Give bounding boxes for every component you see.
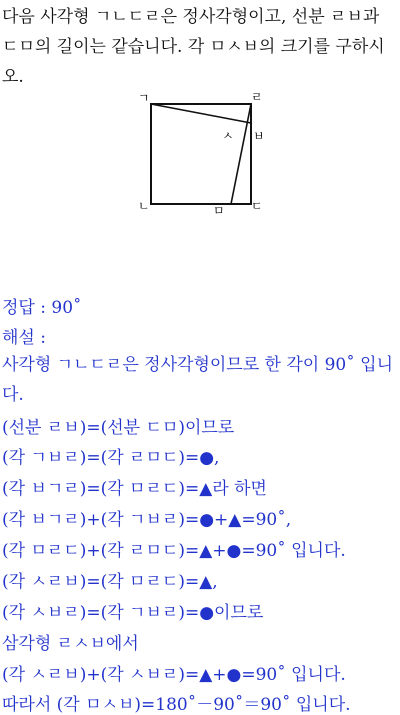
explanation-line: (각 ㄱㅂㄹ)=(각 ㄹㅁㄷ)=●, (2, 448, 220, 468)
explanation-line: (각 ㅅㄹㅂ)=(각 ㅁㄹㄷ)=▲, (2, 572, 218, 592)
point-label-m: ㅁ (213, 204, 225, 218)
explanation-line: (각 ㅂㄱㄹ)=(각 ㅁㄹㄷ)=▲라 하면 (2, 479, 267, 499)
vertex-label-r: ㄹ (251, 90, 263, 104)
problem-text: 다음 사각형 ㄱㄴㄷㄹ은 정사각형이고, 선분 ㄹㅂ과 ㄷㅁ의 길이는 같습니다. 각 ㅁㅅㅂ의 크기를 구하시오. (2, 7, 385, 87)
explanation-line: (각 ㅅㅂㄹ)=(각 ㄱㅂㄹ)=●이므로 (2, 603, 264, 623)
explanation-line: (각 ㅁㄹㄷ)+(각 ㄹㅁㄷ)=▲+●=90˚ 입니다. (2, 541, 346, 561)
explanation-line: 따라서 (각 ㅁㅅㅂ)=180˚－90˚＝90˚ 입니다. (2, 695, 351, 715)
segment-g-b (151, 104, 251, 123)
answer-title: 정답 : 90˚ (2, 298, 82, 318)
vertex-label-g: ㄱ (138, 91, 150, 105)
square (151, 104, 251, 204)
explanation-line: 삼각형 ㄹㅅㅂ에서 (2, 634, 139, 654)
vertex-label-d: ㄷ (251, 199, 263, 213)
explanation-title: 해설 : (2, 328, 46, 348)
explanation-line: 사각형 ㄱㄴㄷㄹ은 정사각형이므로 한 각이 90˚ 입니다. (2, 355, 393, 405)
square-figure (130, 88, 270, 218)
vertex-label-n: ㄴ (138, 199, 150, 213)
explanation-line: (선분 ㄹㅂ)=(선분 ㄷㅁ)이므로 (2, 418, 235, 438)
explanation-line: (각 ㅂㄱㄹ)+(각 ㄱㅂㄹ)=●+▲=90˚, (2, 510, 292, 530)
point-label-b: ㅂ (253, 129, 265, 143)
point-label-s: ㅅ (222, 129, 234, 143)
explanation-line: (각 ㅅㄹㅂ)+(각 ㅅㅂㄹ)=▲+●=90˚ 입니다. (2, 665, 346, 685)
